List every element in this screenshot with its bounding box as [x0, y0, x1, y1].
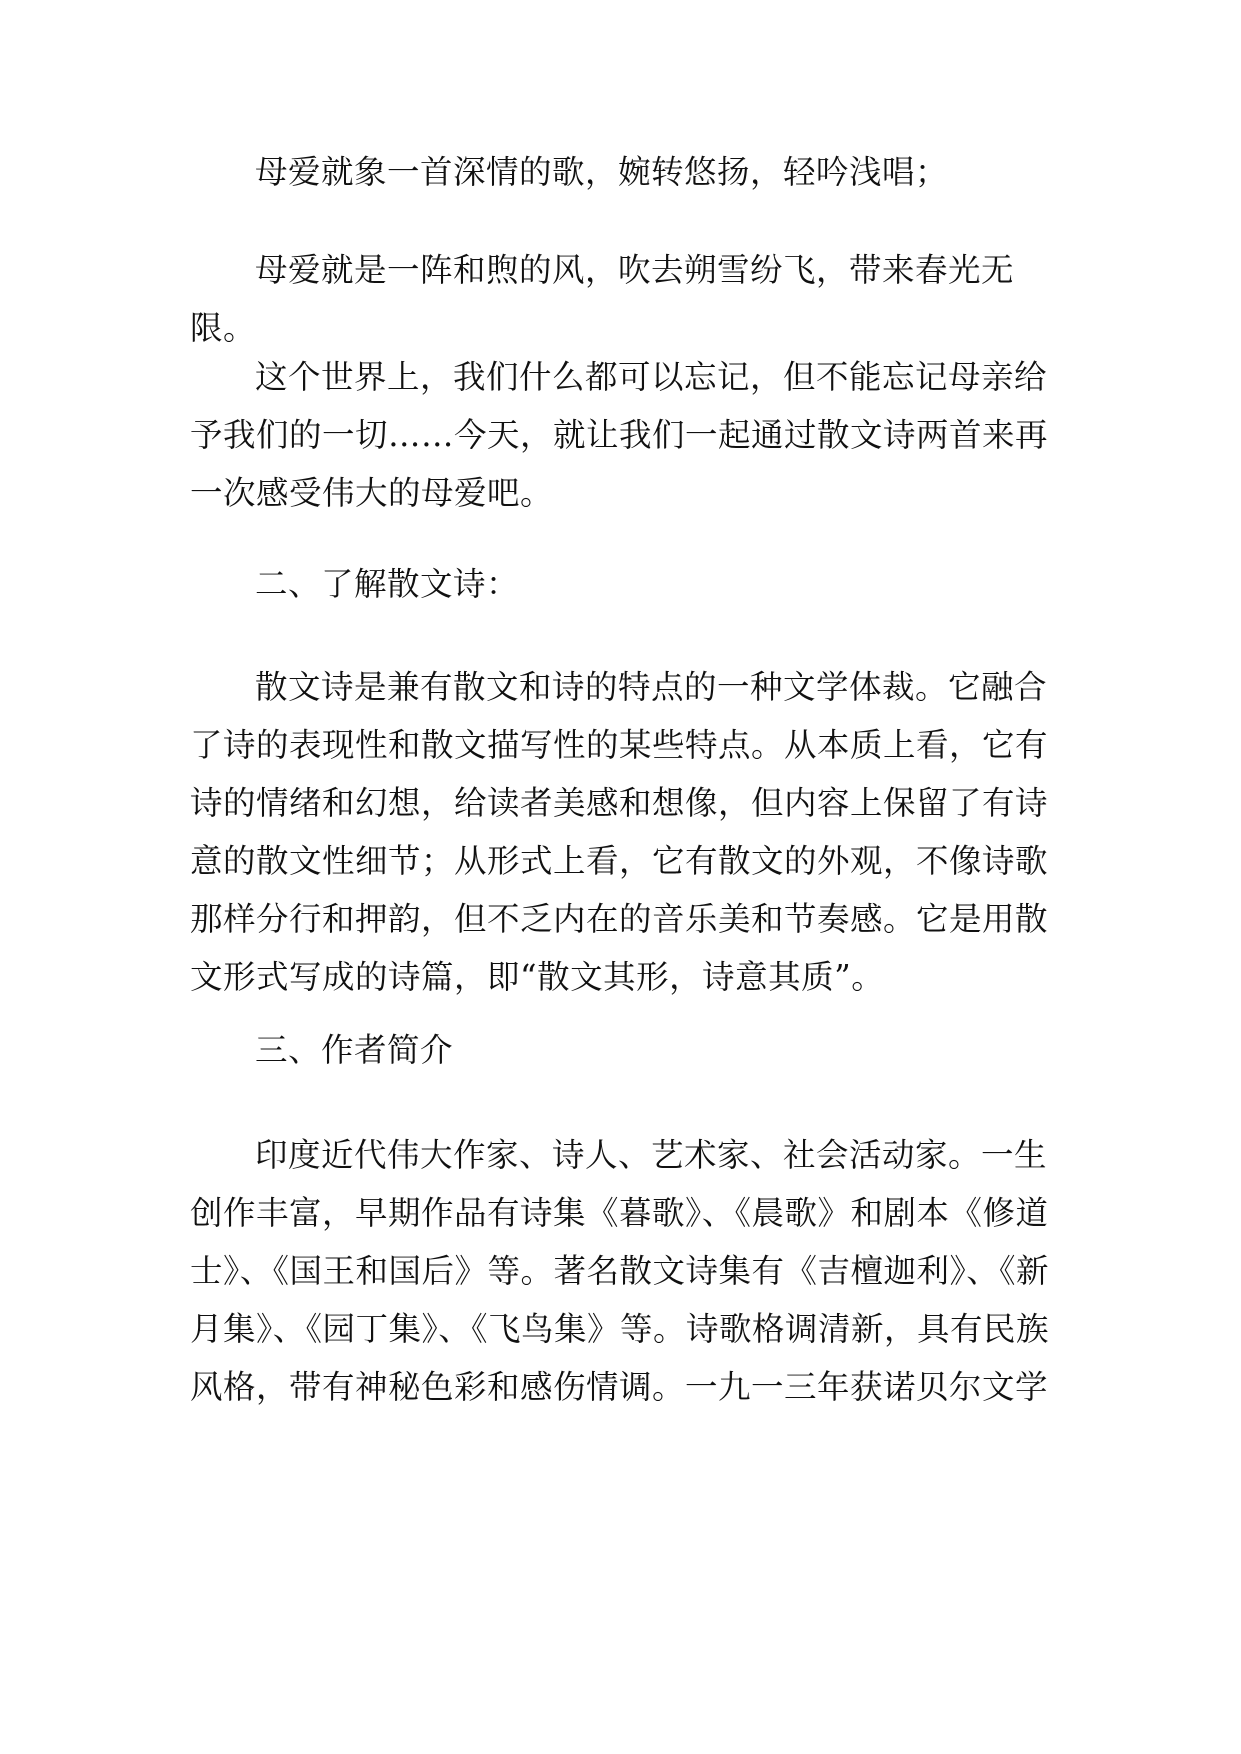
paragraph-author-biography: 印度近代伟大作家、诗人、艺术家、社会活动家。一生创作丰富，早期作品有诗集《暮歌》、《晨歌》和剧本《修道士》、《国王和国后》等。著名散文诗集有《吉檀迦利》、《新月集》、《园丁集》、《飞鸟集》等。诗歌格调清新，具有民族风格，带有神秘色彩和感伤情调。一九一三年获诺贝尔文学	[190, 1136, 1050, 1406]
section-heading-author: 三、作者简介	[255, 1031, 454, 1069]
paragraph-prose-poetry-definition: 散文诗是兼有散文和诗的特点的一种文学体裁。它融合了诗的表现性和散文描写性的某些特点。从本质上看，它有诗的情绪和幻想，给读者美感和想像，但内容上保留了有诗意的散文性细节；从形式上看，它有散文的外观，不像诗歌那样分行和押韵，但不乏内在的音乐美和节奏感。它是用散文形式写成的诗篇，即“散文其形，诗意其质”。	[190, 668, 1049, 996]
section-heading-prose-poetry: 二、了解散文诗：	[255, 565, 520, 603]
paragraph-mother-love-song: 母爱就象一首深情的歌，婉转悠扬，轻吟浅唱；	[255, 153, 949, 191]
paragraph-introduction: 这个世界上，我们什么都可以忘记，但不能忘记母亲给予我们的一切……今天，就让我们一起通过散文诗两首来再一次感受伟大的母爱吧。	[190, 358, 1049, 512]
paragraph-mother-love-wind: 母爱就是一阵和煦的风，吹去朔雪纷飞，带来春光无限。	[190, 251, 1015, 347]
